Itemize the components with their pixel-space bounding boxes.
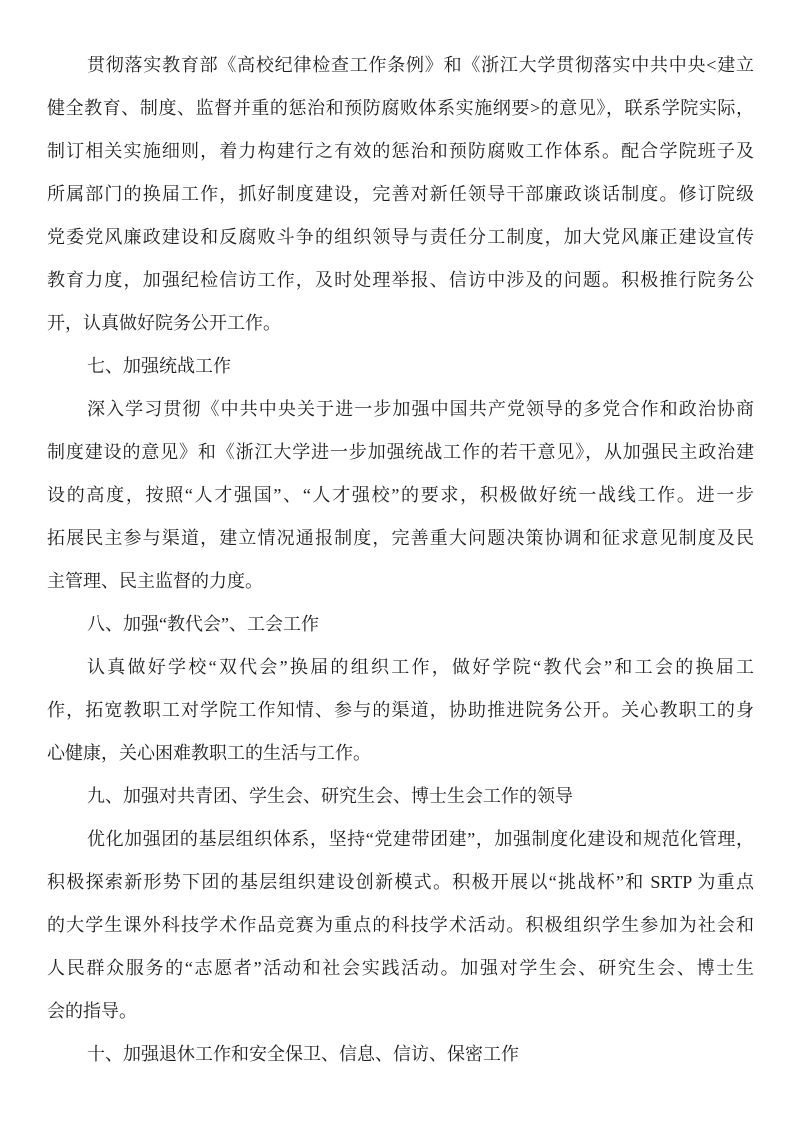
paragraph-line: 认真做好学校“双代会”换届的组织工作，做好学院“教代会”和工会的换届工 (87, 657, 754, 677)
paragraph-line: 会的指导。 (47, 1001, 137, 1021)
section-heading: 七、加强统战工作 (87, 356, 231, 376)
paragraph-line: 贯彻落实教育部《高校纪律检查工作条例》和《浙江大学贯彻落实中共中央<建立 (87, 55, 754, 75)
paragraph-line: 教育力度，加强纪检信访工作，及时处理举报、信访中涉及的问题。积极推行院务公 (47, 270, 754, 290)
paragraph-line: 制订相关实施细则，着力构建行之有效的惩治和预防腐败工作体系。配合学院班子及 (47, 141, 754, 161)
paragraph-line: 健全教育、制度、监督并重的惩治和预防腐败体系实施纲要>的意见》，联系学院实际， (47, 98, 754, 118)
paragraph-line: 积极探索新形势下团的基层组织建设创新模式。积极开展以“挑战杯”和 SRTP 为重点 (47, 872, 754, 892)
paragraph-line: 深入学习贯彻《中共中央关于进一步加强中国共产党领导的多党合作和政治协商 (87, 399, 754, 419)
paragraph-line: 主管理、民主监督的力度。 (47, 571, 263, 591)
section-heading: 十、加强退休工作和安全保卫、信息、信访、保密工作 (87, 1044, 519, 1064)
paragraph-line: 开，认真做好院务公开工作。 (47, 313, 281, 333)
paragraph-line: 设的高度，按照“人才强国”、“人才强校”的要求，积极做好统一战线工作。进一步 (47, 485, 754, 505)
paragraph-line: 制度建设的意见》和《浙江大学进一步加强统战工作的若干意见》，从加强民主政治建 (47, 442, 754, 462)
paragraph-line: 所属部门的换届工作，抓好制度建设，完善对新任领导干部廉政谈话制度。修订院级 (47, 184, 754, 204)
paragraph-line: 党委党风廉政建设和反腐败斗争的组织领导与责任分工制度，加大党风廉正建设宣传 (47, 227, 754, 247)
paragraph-line: 拓展民主参与渠道，建立情况通报制度，完善重大问题决策协调和征求意见制度及民 (47, 528, 754, 548)
paragraph-line: 人民群众服务的“志愿者”活动和社会实践活动。加强对学生会、研究生会、博士生 (47, 958, 754, 978)
section-heading: 九、加强对共青团、学生会、研究生会、博士生会工作的领导 (87, 786, 573, 806)
paragraph-line: 心健康，关心困难教职工的生活与工作。 (47, 743, 371, 763)
paragraph-line: 优化加强团的基层组织体系，坚持“党建带团建”，加强制度化建设和规范化管理， (87, 829, 754, 849)
paragraph-line: 的大学生课外科技学术作品竞赛为重点的科技学术活动。积极组织学生参加为社会和 (47, 915, 754, 935)
paragraph-line: 作，拓宽教职工对学院工作知情、参与的渠道，协助推进院务公开。关心教职工的身 (47, 700, 754, 720)
section-heading: 八、加强“教代会”、工会工作 (87, 614, 319, 634)
document-body (47, 44, 754, 1076)
